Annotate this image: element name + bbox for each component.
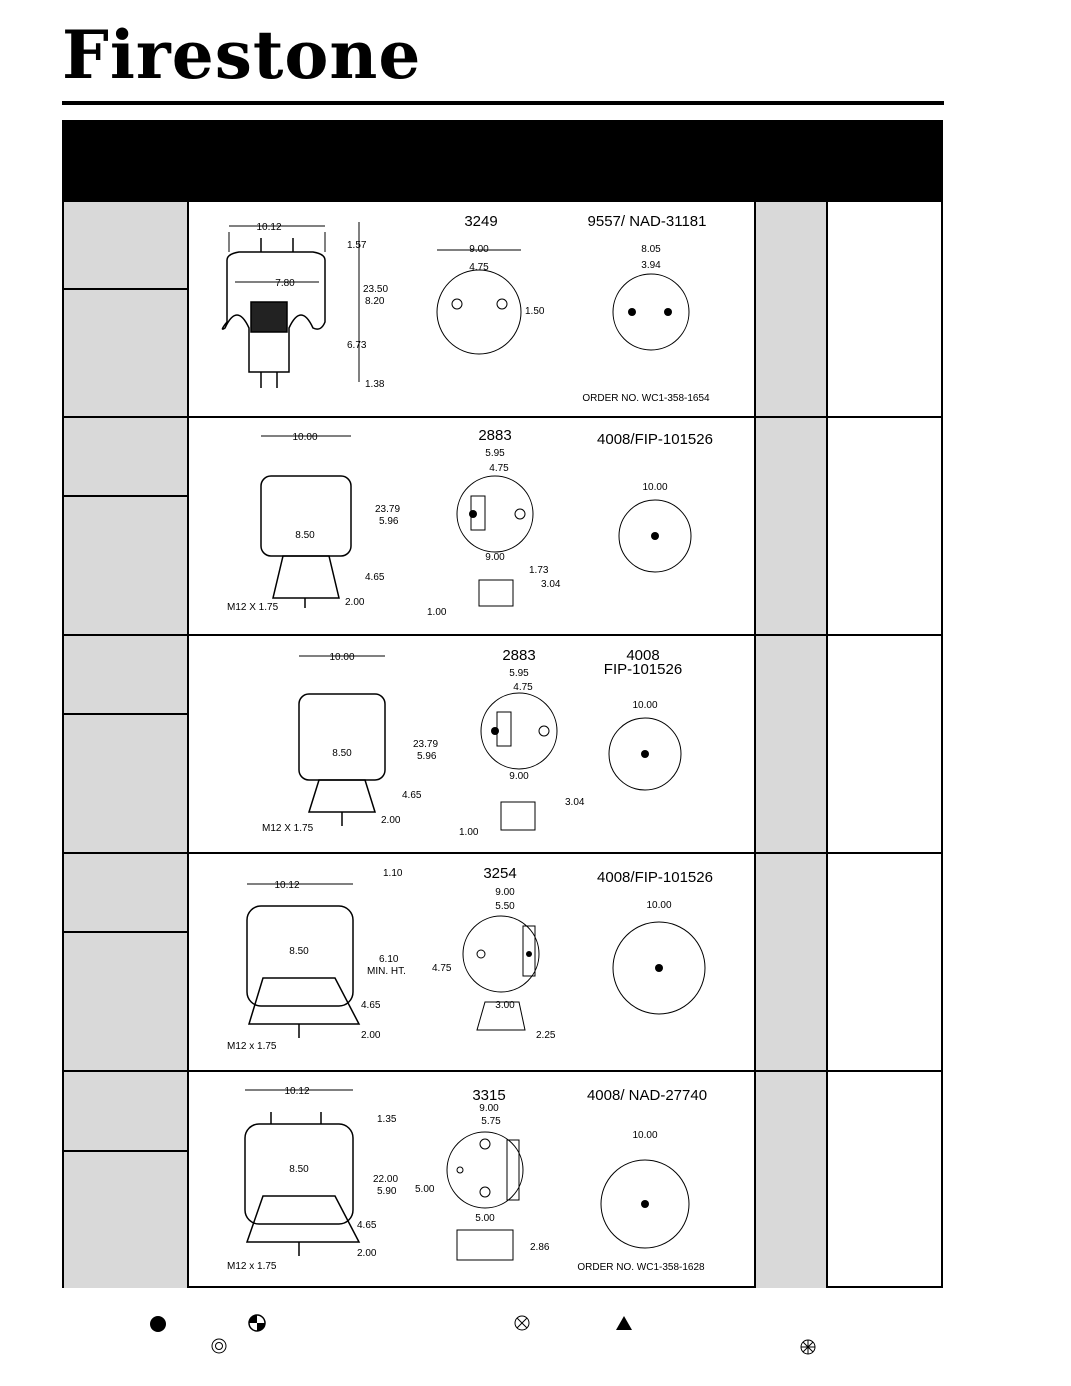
dimension-label: 8.50 [295, 530, 315, 541]
part-number: 3254 [483, 865, 517, 882]
dimension-label: 3.04 [565, 797, 585, 808]
dimension-label: 8.50 [289, 946, 309, 957]
dimension-label: 1.38 [365, 379, 385, 390]
label-cell [64, 202, 189, 416]
grey-cell [754, 854, 828, 1070]
dimension-label: 5.50 [495, 901, 515, 912]
dimension-label: 9.00 [509, 771, 529, 782]
dimension-label: 1.10 [383, 868, 403, 879]
dimension-label: 10.12 [284, 1086, 310, 1097]
dimension-label: 4.75 [432, 963, 452, 974]
dimension-label: 4.65 [361, 1000, 381, 1011]
circled-x-icon [515, 1316, 529, 1330]
dimension-label: M12 x 1.75 [227, 1261, 277, 1272]
dimension-label: 10.00 [632, 1130, 658, 1141]
blank-cell [828, 636, 941, 852]
dimension-label: 7.80 [275, 278, 295, 289]
blank-cell [828, 854, 941, 1070]
product-code: 4008 [626, 647, 660, 664]
table-row [64, 636, 941, 854]
label-cell [64, 418, 189, 634]
dimension-label: 5.95 [509, 668, 529, 679]
dimension-label: 9.00 [495, 887, 515, 898]
product-code: 4008/FIP-101526 [597, 431, 713, 448]
dimension-label: M12 X 1.75 [227, 602, 279, 613]
grey-cell [754, 418, 828, 634]
dimension-label: 8.50 [332, 748, 352, 759]
dimension-label: 10.00 [642, 482, 668, 493]
dimension-label: 4.75 [513, 682, 533, 693]
dimension-label: M12 x 1.75 [227, 1041, 277, 1052]
dimension-label: 6.73 [347, 340, 367, 351]
header-rule [62, 101, 944, 105]
double-circle-icon [212, 1339, 226, 1353]
dimension-label: 10.12 [256, 222, 282, 233]
dimension-label: 2.25 [536, 1030, 556, 1041]
legend [0, 1300, 1071, 1360]
dimension-label: 10.12 [274, 880, 300, 891]
brand-logo: Firestone [62, 16, 422, 94]
dimension-label: 2.86 [530, 1242, 550, 1253]
order-number: ORDER NO. WC1-358-1628 [577, 1262, 705, 1273]
air-spring-drawing [189, 418, 754, 634]
dimension-label: 3.94 [641, 260, 661, 271]
dimension-label: 23.79 [375, 504, 401, 515]
quartered-circle-icon [249, 1315, 265, 1331]
dimension-label: 9.00 [479, 1103, 499, 1114]
grey-cell [754, 1072, 828, 1288]
dimension-label: 2.00 [361, 1030, 381, 1041]
table-row [64, 854, 941, 1072]
dimension-label: 8.20 [365, 296, 385, 307]
order-number: ORDER NO. WC1-358-1654 [582, 393, 710, 404]
dimension-label: 1.57 [347, 240, 367, 251]
triangle-icon [616, 1316, 632, 1330]
dimension-label: MIN. HT. [367, 966, 406, 977]
label-cell [64, 636, 189, 852]
label-cell [64, 1072, 189, 1288]
air-spring-drawing [189, 1072, 754, 1286]
drawing-cell [189, 1072, 754, 1288]
product-code: 9557/ NAD-31181 [587, 213, 707, 230]
dimension-label: 9.00 [469, 244, 489, 255]
air-spring-drawing [189, 202, 754, 416]
dimension-label: 10.00 [646, 900, 672, 911]
dimension-label: 9.00 [485, 552, 505, 563]
dimension-label: 2.00 [381, 815, 401, 826]
dimension-label: 2.00 [345, 597, 365, 608]
dimension-label: 23.50 [363, 284, 389, 295]
header-banner [62, 120, 943, 200]
dimension-label: 10.00 [329, 652, 355, 663]
dimension-label: 5.75 [481, 1116, 501, 1127]
dimension-label: 5.96 [417, 751, 437, 762]
blank-cell [828, 418, 941, 634]
grey-cell [754, 202, 828, 416]
grey-cell [754, 636, 828, 852]
dimension-label: 23.79 [413, 739, 439, 750]
product-code: 4008/ NAD-27740 [586, 1087, 708, 1104]
drawing-cell [189, 418, 754, 634]
dimension-label: 8.05 [641, 244, 661, 255]
dimension-label: 3.04 [541, 579, 561, 590]
dimension-label: 4.75 [489, 463, 509, 474]
dimension-label: 8.50 [289, 1164, 309, 1175]
air-spring-drawing [189, 636, 754, 852]
part-number: 3249 [464, 213, 498, 230]
dimension-label: 5.00 [415, 1184, 435, 1195]
dimension-label: 4.65 [357, 1220, 377, 1231]
air-spring-drawing [189, 854, 754, 1070]
dimension-label: 5.95 [485, 448, 505, 459]
dimension-label: 5.96 [379, 516, 399, 527]
product-code: 4008/FIP-101526 [597, 869, 713, 886]
blank-cell [828, 202, 941, 416]
dimension-label: 3.00 [495, 1000, 515, 1011]
dimension-label: 10.00 [632, 700, 658, 711]
part-number: 3315 [472, 1087, 506, 1104]
dimension-label: 6.10 [379, 954, 399, 965]
dimension-label: 10.00 [292, 432, 318, 443]
drawing-cell [189, 202, 754, 416]
dimension-label: M12 X 1.75 [262, 823, 314, 834]
product-code: FIP-101526 [603, 661, 683, 678]
dimension-label: 4.65 [402, 790, 422, 801]
label-cell [64, 854, 189, 1070]
table-row [64, 1072, 941, 1288]
table-row [64, 418, 941, 636]
blank-cell [828, 1072, 941, 1288]
part-number: 2883 [478, 427, 512, 444]
dimension-label: 1.50 [525, 306, 545, 317]
dimension-label: 1.00 [427, 607, 447, 618]
table-row [64, 202, 941, 418]
dimension-label: 4.65 [365, 572, 385, 583]
dimension-label: 1.35 [377, 1114, 397, 1125]
dimension-label: 5.90 [377, 1186, 397, 1197]
dimension-label: 5.00 [475, 1213, 495, 1224]
dimension-label: 22.00 [373, 1174, 399, 1185]
drawing-cell [189, 854, 754, 1070]
dimension-label: 4.75 [469, 262, 489, 273]
spec-table [62, 200, 943, 1288]
part-number: 2883 [502, 647, 536, 664]
spoked-circle-icon [801, 1340, 815, 1354]
dimension-label: 1.00 [459, 827, 479, 838]
drawing-cell [189, 636, 754, 852]
filled-circle-icon [150, 1316, 166, 1332]
dimension-label: 1.73 [529, 565, 549, 576]
dimension-label: 2.00 [357, 1248, 377, 1259]
